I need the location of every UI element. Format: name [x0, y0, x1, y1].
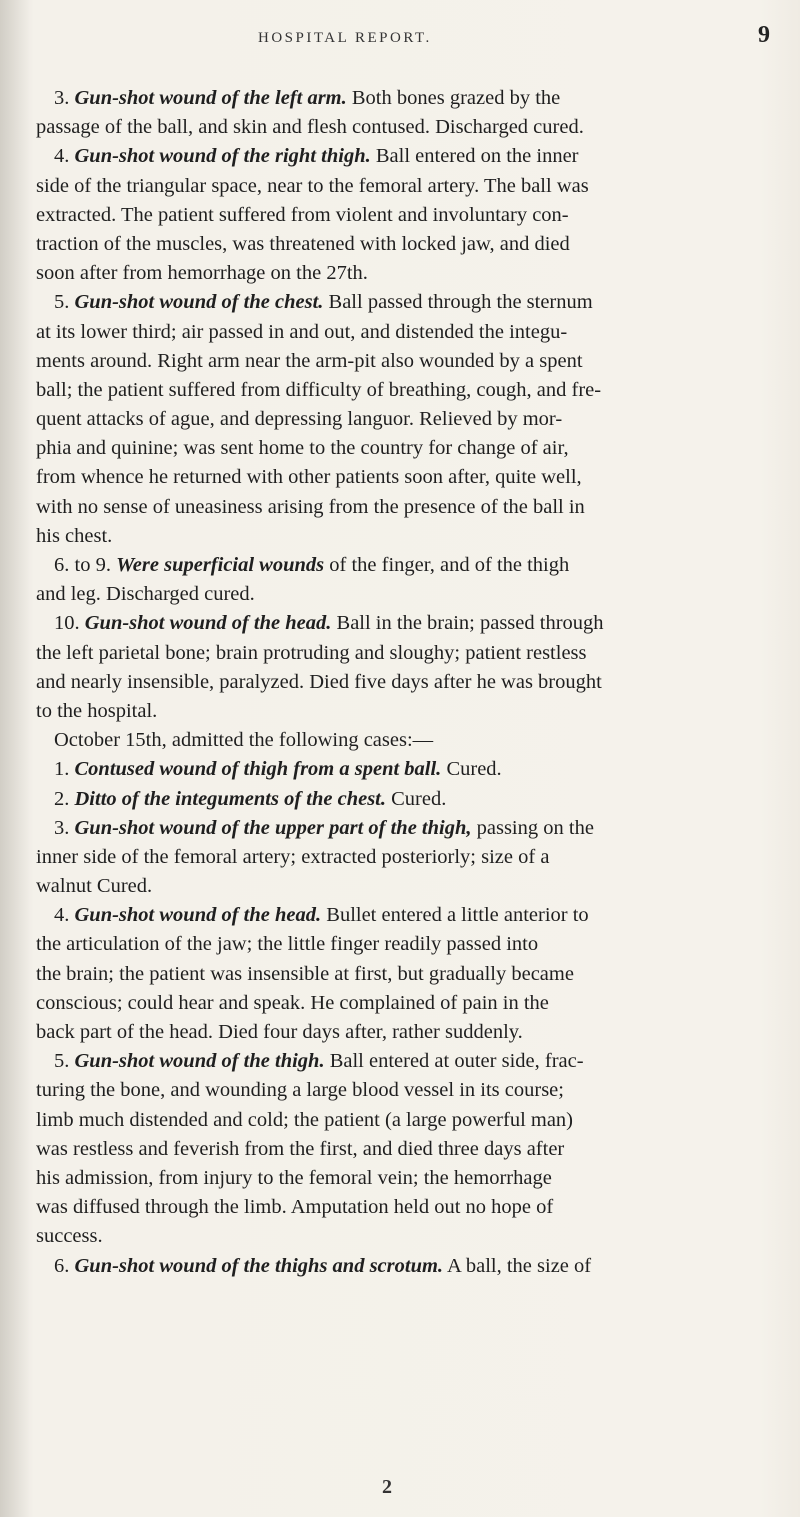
text-line: [36, 259, 780, 288]
text-line: [36, 201, 780, 230]
text-line: [36, 493, 780, 522]
text-line: [36, 405, 780, 434]
text-line: [36, 1106, 780, 1135]
text-line: [36, 172, 780, 201]
text-segment: 4.: [54, 145, 75, 168]
text-line: [36, 609, 780, 638]
text-segment: success.: [36, 1225, 103, 1248]
text-line: [36, 318, 780, 347]
text-segment: and nearly insensible, paralyzed. Died five days after he was brought: [36, 670, 602, 693]
text-line: [36, 142, 780, 171]
italic-heading: Gun-shot wound of the head.: [84, 612, 332, 635]
text-line: [36, 1076, 780, 1105]
text-segment: conscious; could hear and speak. He complained of pain in the: [36, 991, 549, 1014]
text-segment: Ball in the brain; passed through: [331, 612, 604, 635]
text-line: [36, 930, 780, 959]
text-line: [36, 347, 780, 376]
text-segment: was restless and feverish from the first, and died three days after: [36, 1137, 565, 1160]
page-number: 9: [758, 22, 770, 48]
text-segment: 1.: [54, 758, 75, 781]
text-segment: 2.: [54, 787, 75, 810]
text-line: [36, 1135, 780, 1164]
text-segment: was diffused through the limb. Amputation held out no hope of: [36, 1196, 554, 1219]
text-segment: ball; the patient suffered from difficulty of breathing, cough, and fre-: [36, 378, 602, 401]
text-segment: from whence he returned with other patients soon after, quite well,: [36, 466, 582, 489]
text-line: [36, 785, 780, 814]
italic-heading: Gun-shot wound of the upper part of the thigh,: [74, 816, 472, 839]
text-segment: Ball entered on the inner: [370, 145, 579, 168]
italic-heading: Contused wound of thigh from a spent ball.: [74, 758, 442, 781]
text-segment: traction of the muscles, was threatened with locked jaw, and died: [36, 232, 570, 255]
running-head: [0, 22, 800, 62]
binding-shadow: [0, 0, 34, 1517]
text-line: [36, 1018, 780, 1047]
text-segment: 4.: [54, 904, 75, 927]
text-segment: of the finger, and of the thigh: [324, 554, 570, 576]
text-segment: inner side of the femoral artery; extracted posteriorly; size of a: [36, 845, 550, 868]
running-title: HOSPITAL REPORT.: [258, 30, 432, 46]
text-segment: phia and quinine; was sent home to the country for change of air,: [36, 437, 569, 460]
text-line: [36, 463, 780, 492]
text-line: [36, 1047, 780, 1076]
text-segment: to the hospital.: [36, 699, 158, 722]
text-segment: turing the bone, and wounding a large blood vessel in its course;: [36, 1079, 564, 1102]
text-segment: 5.: [54, 291, 75, 314]
italic-heading: Gun-shot wound of the left arm.: [74, 87, 347, 109]
text-line: [36, 989, 780, 1018]
text-line: [36, 697, 780, 726]
italic-heading: Gun-shot wound of the head.: [74, 904, 322, 927]
text-line: [36, 288, 780, 317]
text-segment: limb much distended and cold; the patient (a large powerful man): [36, 1108, 574, 1131]
text-line: [36, 113, 780, 142]
text-segment: 5.: [54, 1050, 75, 1073]
italic-heading: Ditto of the integuments of the chest.: [74, 787, 386, 810]
text-line: [36, 960, 780, 989]
signature-mark: 2: [382, 1476, 392, 1498]
text-line: [36, 551, 780, 580]
text-line: [36, 814, 780, 843]
text-line: [36, 872, 780, 901]
text-line: [36, 1164, 780, 1193]
text-segment: 3.: [54, 87, 75, 109]
text-segment: Bullet entered a little anterior to: [321, 904, 589, 927]
text-segment: 6.: [54, 1254, 75, 1277]
text-segment: at its lower third; air passed in and out, and distended the integu-: [36, 320, 568, 343]
italic-heading: Were superficial wounds: [116, 554, 325, 576]
text-segment: 3.: [54, 816, 75, 839]
text-segment: side of the triangular space, near to the femoral artery. The ball was: [36, 174, 589, 197]
text-segment: passage of the ball, and skin and flesh contused. Discharged cured.: [36, 116, 584, 139]
text-segment: the articulation of the jaw; the little finger readily passed into: [36, 933, 539, 956]
text-line: [36, 726, 780, 755]
text-line: [36, 230, 780, 259]
text-line: [36, 843, 780, 872]
italic-heading: Gun-shot wound of the chest.: [74, 291, 324, 314]
text-segment: 10.: [54, 612, 85, 635]
text-line: [36, 84, 780, 113]
text-segment: October 15th, admitted the following cases:—: [54, 729, 434, 752]
text-segment: with no sense of uneasiness arising from the presence of the ball in: [36, 495, 585, 518]
text-line: [36, 639, 780, 668]
text-segment: extracted. The patient suffered from violent and involuntary con-: [36, 203, 569, 226]
italic-heading: Gun-shot wound of the right thigh.: [74, 145, 371, 168]
text-segment: back part of the head. Died four days after, rather suddenly.: [36, 1021, 523, 1043]
text-segment: his admission, from injury to the femoral vein; the hemorrhage: [36, 1166, 552, 1189]
report-body: [36, 84, 780, 1281]
text-segment: the brain; the patient was insensible at first, but gradually became: [36, 962, 574, 985]
text-segment: soon after from hemorrhage on the 27th.: [36, 262, 368, 285]
text-segment: Cured.: [386, 787, 447, 810]
text-line: [36, 1222, 780, 1251]
text-line: [36, 668, 780, 697]
text-segment: his chest.: [36, 524, 113, 547]
text-segment: ments around. Right arm near the arm-pit also wounded by a spent: [36, 349, 583, 372]
text-segment: the left parietal bone; brain protruding and sloughy; patient restless: [36, 641, 587, 664]
text-segment: Ball entered at outer side, frac-: [324, 1050, 584, 1073]
text-segment: 6. to 9.: [54, 554, 117, 576]
text-line: [36, 522, 780, 551]
text-segment: Cured.: [441, 758, 502, 781]
text-segment: walnut Cured.: [36, 875, 153, 898]
text-line: [36, 755, 780, 784]
text-segment: quent attacks of ague, and depressing languor. Relieved by mor-: [36, 408, 563, 431]
text-segment: A ball, the size of: [443, 1254, 592, 1277]
italic-heading: Gun-shot wound of the thigh.: [74, 1050, 325, 1073]
text-line: [36, 434, 780, 463]
text-line: [36, 1193, 780, 1222]
text-line: [36, 1252, 780, 1281]
text-segment: passing on the: [471, 816, 594, 839]
italic-heading: Gun-shot wound of the thighs and scrotum.: [74, 1254, 444, 1277]
text-segment: and leg. Discharged cured.: [36, 583, 255, 606]
text-line: [36, 376, 780, 405]
text-segment: Ball passed through the sternum: [323, 291, 593, 314]
text-line: [36, 580, 780, 609]
text-line: [36, 901, 780, 930]
text-segment: Both bones grazed by the: [346, 87, 561, 109]
